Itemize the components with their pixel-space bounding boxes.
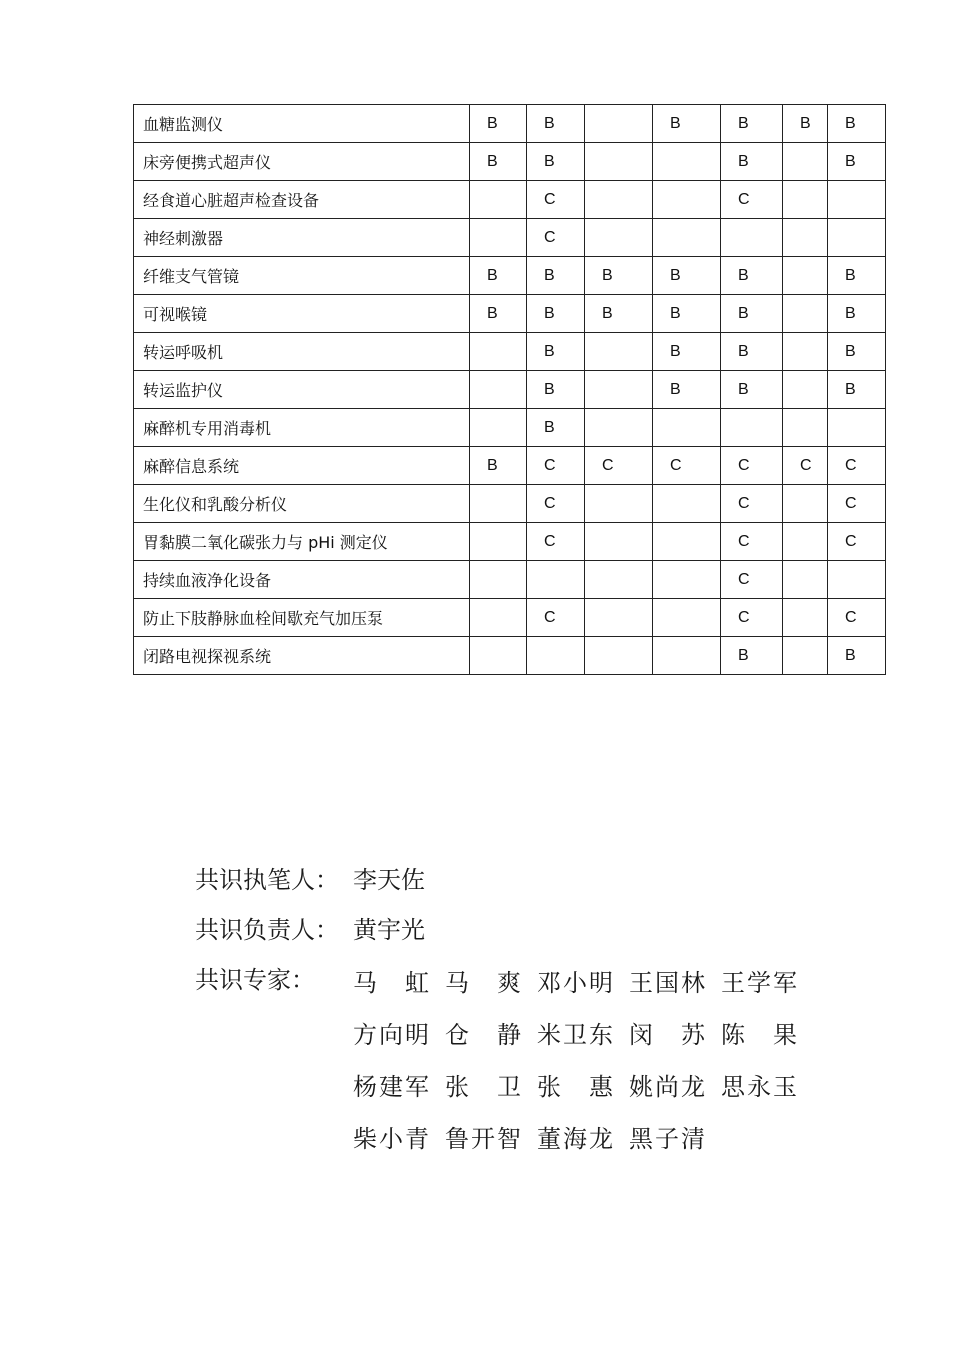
grade-cell bbox=[470, 637, 527, 675]
expert-name-char: 虹 bbox=[405, 968, 429, 997]
grade-cell bbox=[653, 143, 721, 181]
equipment-name-cell: 生化仪和乳酸分析仪 bbox=[134, 485, 470, 523]
grade-cell: B bbox=[527, 295, 585, 333]
expert-name bbox=[353, 1067, 429, 1102]
grade-cell bbox=[783, 485, 828, 523]
expert-name-char: 苏 bbox=[681, 1020, 705, 1049]
expert-name bbox=[629, 1015, 705, 1050]
expert-name-char: 卫 bbox=[563, 1020, 587, 1049]
expert-name-char: 仓 bbox=[445, 1020, 469, 1049]
grade-cell: B bbox=[527, 257, 585, 295]
equipment-name-cell: 麻醉信息系统 bbox=[134, 447, 470, 485]
grade-cell bbox=[470, 561, 527, 599]
grade-cell bbox=[470, 599, 527, 637]
equipment-name-cell: 胃黏膜二氧化碳张力与 pHi 测定仪 bbox=[134, 523, 470, 561]
expert-name-char: 海 bbox=[563, 1124, 587, 1153]
grade-cell bbox=[585, 485, 653, 523]
grade-cell: C bbox=[527, 485, 585, 523]
grade-cell: B bbox=[653, 371, 721, 409]
expert-name bbox=[537, 1119, 613, 1154]
table-row bbox=[134, 371, 886, 409]
expert-name-char: 方 bbox=[353, 1020, 377, 1049]
expert-name-char: 明 bbox=[405, 1020, 429, 1049]
table-row bbox=[134, 295, 886, 333]
grade-cell bbox=[828, 409, 886, 447]
expert-name-char: 马 bbox=[353, 968, 377, 997]
grade-cell: C bbox=[527, 181, 585, 219]
expert-name bbox=[445, 1067, 521, 1102]
grade-cell: B bbox=[828, 295, 886, 333]
grade-cell bbox=[783, 181, 828, 219]
grade-cell bbox=[783, 637, 828, 675]
expert-name-char: 鲁 bbox=[445, 1124, 469, 1153]
expert-name bbox=[721, 1015, 797, 1050]
table-row bbox=[134, 219, 886, 257]
expert-name-char: 明 bbox=[589, 968, 613, 997]
table-row bbox=[134, 561, 886, 599]
expert-name-char: 黑 bbox=[629, 1124, 653, 1153]
writer-label: 共识执笔人： bbox=[195, 865, 339, 894]
grade-cell bbox=[653, 219, 721, 257]
equipment-name-cell: 经食道心脏超声检查设备 bbox=[134, 181, 470, 219]
expert-name-char: 尚 bbox=[655, 1072, 679, 1101]
grade-cell bbox=[783, 333, 828, 371]
expert-name-char: 东 bbox=[589, 1020, 613, 1049]
equipment-name-cell: 持续血液净化设备 bbox=[134, 561, 470, 599]
expert-name-char: 向 bbox=[379, 1020, 403, 1049]
equipment-name-cell: 可视喉镜 bbox=[134, 295, 470, 333]
expert-name bbox=[445, 1015, 521, 1050]
grade-cell bbox=[527, 561, 585, 599]
writer-row bbox=[195, 852, 813, 902]
expert-name bbox=[445, 1119, 521, 1154]
grade-cell bbox=[585, 523, 653, 561]
grade-cell bbox=[783, 219, 828, 257]
grade-cell: B bbox=[721, 295, 783, 333]
grade-cell: B bbox=[828, 257, 886, 295]
grade-cell: C bbox=[828, 447, 886, 485]
equipment-name-cell: 麻醉机专用消毒机 bbox=[134, 409, 470, 447]
grade-cell bbox=[783, 371, 828, 409]
grade-cell: B bbox=[783, 105, 828, 143]
grade-cell: B bbox=[653, 333, 721, 371]
equipment-name-cell: 转运呼吸机 bbox=[134, 333, 470, 371]
expert-name-char: 永 bbox=[747, 1072, 771, 1101]
grade-cell bbox=[783, 409, 828, 447]
equipment-name-cell: 纤维支气管镜 bbox=[134, 257, 470, 295]
table-row bbox=[134, 105, 886, 143]
grade-cell bbox=[721, 409, 783, 447]
writer-name: 李天佐 bbox=[353, 865, 425, 894]
expert-name-char: 小 bbox=[379, 1124, 403, 1153]
grade-cell: B bbox=[585, 257, 653, 295]
grade-cell bbox=[585, 105, 653, 143]
grade-cell: B bbox=[527, 409, 585, 447]
grade-cell bbox=[783, 523, 828, 561]
grade-cell: C bbox=[828, 599, 886, 637]
grade-cell bbox=[585, 219, 653, 257]
table-body bbox=[134, 105, 886, 675]
grade-cell: B bbox=[470, 105, 527, 143]
grade-cell: C bbox=[653, 447, 721, 485]
table-row bbox=[134, 447, 886, 485]
credits-section bbox=[195, 852, 813, 1162]
grade-cell bbox=[470, 485, 527, 523]
expert-name bbox=[721, 1067, 797, 1102]
grade-cell: C bbox=[527, 523, 585, 561]
expert-name-char: 军 bbox=[773, 968, 797, 997]
expert-name-char: 清 bbox=[681, 1124, 705, 1153]
equipment-name-cell: 血糖监测仪 bbox=[134, 105, 470, 143]
grade-cell bbox=[470, 219, 527, 257]
grade-cell: B bbox=[527, 143, 585, 181]
expert-name-char: 小 bbox=[563, 968, 587, 997]
grade-cell: C bbox=[721, 485, 783, 523]
equipment-name-cell: 神经刺激器 bbox=[134, 219, 470, 257]
grade-cell: B bbox=[470, 295, 527, 333]
experts-label: 共识专家： bbox=[195, 966, 315, 994]
grade-cell bbox=[470, 371, 527, 409]
grade-cell: C bbox=[828, 485, 886, 523]
grade-cell: C bbox=[721, 447, 783, 485]
equipment-name-cell: 床旁便携式超声仪 bbox=[134, 143, 470, 181]
expert-name bbox=[445, 963, 521, 998]
grade-cell: B bbox=[653, 295, 721, 333]
expert-name-char: 邓 bbox=[537, 968, 561, 997]
table-row bbox=[134, 599, 886, 637]
table-row bbox=[134, 181, 886, 219]
grade-cell bbox=[828, 219, 886, 257]
expert-name bbox=[537, 1067, 613, 1102]
grade-cell: C bbox=[527, 447, 585, 485]
grade-cell bbox=[470, 409, 527, 447]
expert-name-char: 建 bbox=[379, 1072, 403, 1101]
expert-name-char: 董 bbox=[537, 1124, 561, 1153]
expert-name-char: 龙 bbox=[589, 1124, 613, 1153]
expert-name-char: 闵 bbox=[629, 1020, 653, 1049]
grade-cell: B bbox=[828, 333, 886, 371]
expert-name bbox=[629, 963, 705, 998]
expert-name bbox=[353, 963, 429, 998]
lead-row bbox=[195, 902, 813, 952]
grade-cell bbox=[653, 599, 721, 637]
expert-name-char: 玉 bbox=[773, 1072, 797, 1101]
table-row bbox=[134, 257, 886, 295]
grade-cell: C bbox=[527, 599, 585, 637]
expert-name-char: 柴 bbox=[353, 1124, 377, 1153]
expert-name-char: 王 bbox=[629, 968, 653, 997]
experts-row bbox=[195, 954, 813, 1162]
expert-name-char: 杨 bbox=[353, 1072, 377, 1101]
grade-cell bbox=[783, 257, 828, 295]
grade-cell: B bbox=[653, 105, 721, 143]
expert-name-char: 国 bbox=[655, 968, 679, 997]
grade-cell bbox=[470, 181, 527, 219]
grade-cell bbox=[527, 637, 585, 675]
expert-name bbox=[353, 1015, 429, 1050]
grade-cell bbox=[653, 409, 721, 447]
lead-name: 黄宇光 bbox=[353, 915, 425, 944]
table-row bbox=[134, 637, 886, 675]
expert-name bbox=[537, 1015, 613, 1050]
expert-name bbox=[353, 1119, 429, 1154]
table-row bbox=[134, 409, 886, 447]
expert-name-char: 张 bbox=[445, 1072, 469, 1101]
grade-cell: C bbox=[828, 523, 886, 561]
expert-name bbox=[629, 1119, 705, 1154]
experts-list bbox=[353, 954, 813, 1162]
expert-name-char: 思 bbox=[721, 1072, 745, 1101]
grade-cell: B bbox=[653, 257, 721, 295]
grade-cell: B bbox=[721, 637, 783, 675]
expert-name-char: 林 bbox=[681, 968, 705, 997]
grade-cell: C bbox=[585, 447, 653, 485]
grade-cell bbox=[585, 599, 653, 637]
expert-name-char: 陈 bbox=[721, 1020, 745, 1049]
expert-name-char: 果 bbox=[773, 1020, 797, 1049]
grade-cell: C bbox=[783, 447, 828, 485]
grade-cell: B bbox=[721, 143, 783, 181]
grade-cell: B bbox=[470, 447, 527, 485]
expert-name-char: 开 bbox=[471, 1124, 495, 1153]
grade-cell bbox=[585, 371, 653, 409]
expert-name-char: 龙 bbox=[681, 1072, 705, 1101]
grade-cell bbox=[783, 561, 828, 599]
grade-cell: B bbox=[828, 371, 886, 409]
grade-cell bbox=[653, 181, 721, 219]
grade-cell: B bbox=[527, 371, 585, 409]
expert-name bbox=[629, 1067, 705, 1102]
grade-cell: B bbox=[527, 105, 585, 143]
grade-cell bbox=[653, 561, 721, 599]
table-row bbox=[134, 333, 886, 371]
expert-name bbox=[721, 963, 797, 998]
expert-name-char: 王 bbox=[721, 968, 745, 997]
grade-cell: B bbox=[828, 143, 886, 181]
expert-name-char: 学 bbox=[747, 968, 771, 997]
grade-cell: B bbox=[828, 105, 886, 143]
grade-cell: C bbox=[527, 219, 585, 257]
equipment-name-cell: 防止下肢静脉血栓间歇充气加压泵 bbox=[134, 599, 470, 637]
expert-name bbox=[537, 963, 613, 998]
grade-cell: C bbox=[721, 523, 783, 561]
equipment-name-cell: 转运监护仪 bbox=[134, 371, 470, 409]
grade-cell bbox=[585, 409, 653, 447]
equipment-grade-table bbox=[133, 104, 886, 675]
grade-cell bbox=[828, 181, 886, 219]
grade-cell bbox=[585, 143, 653, 181]
grade-cell bbox=[653, 637, 721, 675]
expert-name-char: 卫 bbox=[497, 1072, 521, 1101]
grade-cell bbox=[828, 561, 886, 599]
expert-name-char: 惠 bbox=[589, 1072, 613, 1101]
lead-label: 共识负责人： bbox=[195, 915, 339, 944]
grade-cell: B bbox=[470, 143, 527, 181]
grade-cell bbox=[721, 219, 783, 257]
grade-cell bbox=[585, 181, 653, 219]
grade-cell: B bbox=[585, 295, 653, 333]
grade-cell bbox=[585, 333, 653, 371]
expert-name-char: 米 bbox=[537, 1020, 561, 1049]
grade-cell: C bbox=[721, 561, 783, 599]
table-row bbox=[134, 485, 886, 523]
expert-name-char: 青 bbox=[405, 1124, 429, 1153]
expert-name-char: 子 bbox=[655, 1124, 679, 1153]
grade-cell: B bbox=[527, 333, 585, 371]
expert-name-char: 军 bbox=[405, 1072, 429, 1101]
grade-cell bbox=[653, 523, 721, 561]
expert-name-char: 姚 bbox=[629, 1072, 653, 1101]
equipment-name-cell: 闭路电视探视系统 bbox=[134, 637, 470, 675]
grade-cell: C bbox=[721, 181, 783, 219]
expert-name-char: 张 bbox=[537, 1072, 561, 1101]
grade-cell: B bbox=[721, 105, 783, 143]
grade-cell bbox=[470, 523, 527, 561]
grade-cell bbox=[653, 485, 721, 523]
grade-cell bbox=[470, 333, 527, 371]
grade-cell: B bbox=[721, 333, 783, 371]
grade-cell: C bbox=[721, 599, 783, 637]
table-row bbox=[134, 143, 886, 181]
grade-cell: B bbox=[721, 371, 783, 409]
expert-name-char: 爽 bbox=[497, 968, 521, 997]
grade-cell bbox=[585, 637, 653, 675]
expert-name-char: 静 bbox=[497, 1020, 521, 1049]
grade-cell: B bbox=[721, 257, 783, 295]
grade-cell: B bbox=[470, 257, 527, 295]
grade-cell bbox=[783, 599, 828, 637]
expert-name-char: 马 bbox=[445, 968, 469, 997]
grade-cell: B bbox=[828, 637, 886, 675]
grade-cell bbox=[783, 143, 828, 181]
grade-cell bbox=[783, 295, 828, 333]
table-row bbox=[134, 523, 886, 561]
expert-name-char: 智 bbox=[497, 1124, 521, 1153]
grade-cell bbox=[585, 561, 653, 599]
